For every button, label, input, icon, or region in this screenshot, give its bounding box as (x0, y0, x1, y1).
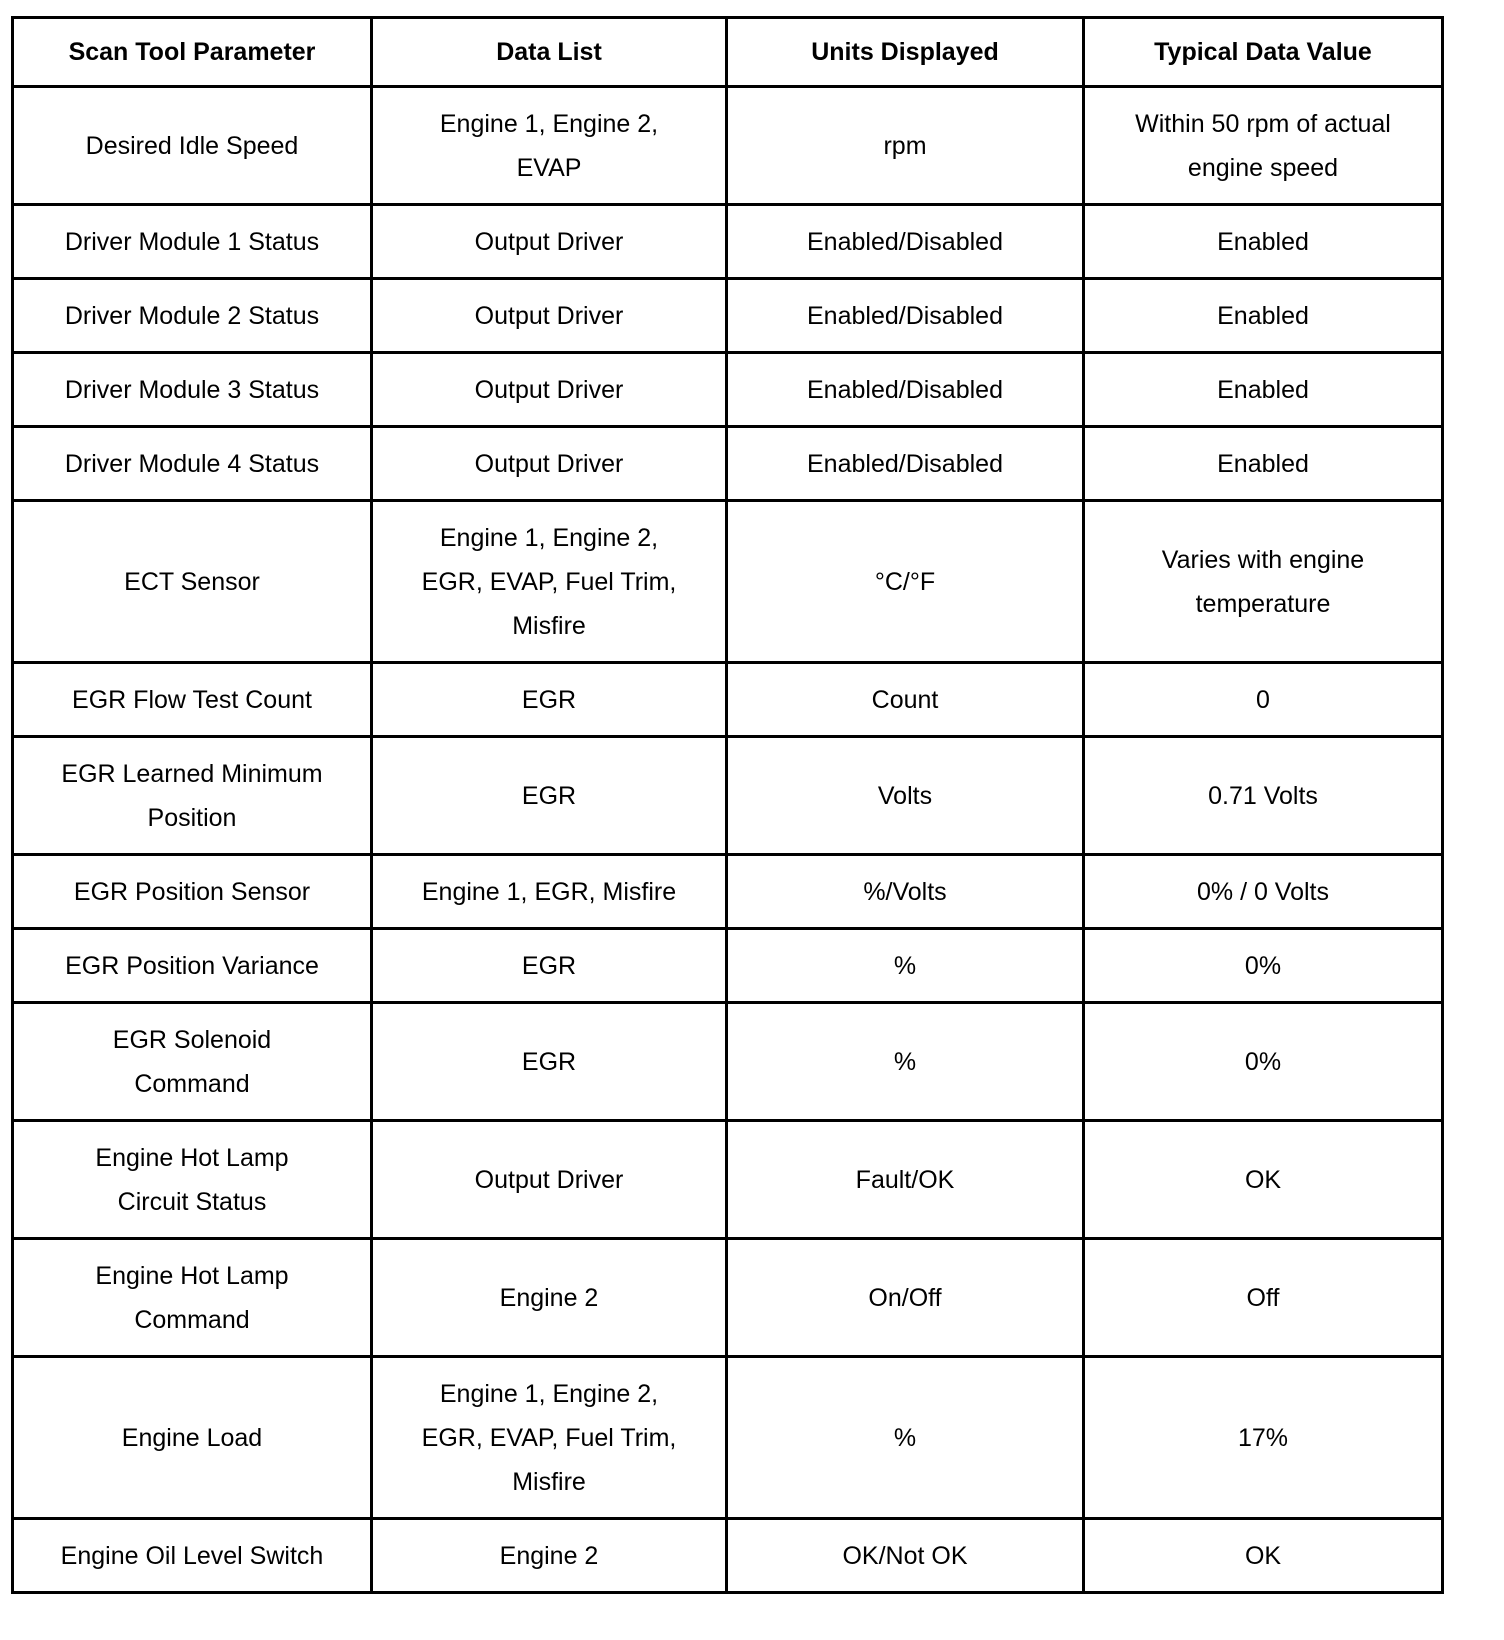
cell-data-list: Engine 2 (372, 1239, 727, 1357)
table-row (13, 663, 1443, 737)
cell-parameter: EGR Learned Minimum Position (13, 737, 372, 855)
cell-parameter: Driver Module 3 Status (13, 353, 372, 427)
cell-units: Fault/OK (727, 1121, 1084, 1239)
cell-units: Enabled/Disabled (727, 279, 1084, 353)
cell-typical-value: OK (1084, 1519, 1443, 1593)
cell-units: % (727, 1003, 1084, 1121)
cell-units: Enabled/Disabled (727, 353, 1084, 427)
table-row (13, 353, 1443, 427)
table-row (13, 1519, 1443, 1593)
cell-data-list: Output Driver (372, 279, 727, 353)
cell-parameter: Engine Hot Lamp Command (13, 1239, 372, 1357)
header-typical-data-value: Typical Data Value (1084, 18, 1443, 87)
cell-typical-value: Off (1084, 1239, 1443, 1357)
scan-tool-data-table (11, 16, 1444, 1594)
cell-typical-value: Enabled (1084, 353, 1443, 427)
table-row (13, 1357, 1443, 1519)
cell-typical-value: 0% / 0 Volts (1084, 855, 1443, 929)
cell-parameter: Desired Idle Speed (13, 87, 372, 205)
cell-parameter: EGR Solenoid Command (13, 1003, 372, 1121)
cell-data-list: Engine 1, Engine 2, EGR, EVAP, Fuel Trim, Misfire (372, 1357, 727, 1519)
cell-units: %/Volts (727, 855, 1084, 929)
table-row (13, 427, 1443, 501)
cell-data-list: Engine 2 (372, 1519, 727, 1593)
cell-data-list: Output Driver (372, 353, 727, 427)
cell-parameter: EGR Position Sensor (13, 855, 372, 929)
cell-parameter: Driver Module 1 Status (13, 205, 372, 279)
cell-data-list: EGR (372, 663, 727, 737)
table-row (13, 501, 1443, 663)
cell-typical-value: Within 50 rpm of actual engine speed (1084, 87, 1443, 205)
table-row (13, 1239, 1443, 1357)
cell-typical-value: Enabled (1084, 205, 1443, 279)
table-row (13, 205, 1443, 279)
cell-data-list: Engine 1, EGR, Misfire (372, 855, 727, 929)
cell-data-list: EGR (372, 929, 727, 1003)
table-row (13, 279, 1443, 353)
cell-data-list: Output Driver (372, 205, 727, 279)
table-row (13, 929, 1443, 1003)
cell-parameter: EGR Flow Test Count (13, 663, 372, 737)
table-row (13, 1003, 1443, 1121)
table-row (13, 737, 1443, 855)
header-units-displayed: Units Displayed (727, 18, 1084, 87)
cell-data-list: EGR (372, 1003, 727, 1121)
cell-units: % (727, 1357, 1084, 1519)
table-header-row (13, 18, 1443, 87)
cell-parameter: Driver Module 2 Status (13, 279, 372, 353)
cell-typical-value: 0% (1084, 1003, 1443, 1121)
table-body (13, 87, 1443, 1593)
cell-units: % (727, 929, 1084, 1003)
cell-units: Enabled/Disabled (727, 205, 1084, 279)
cell-parameter: EGR Position Variance (13, 929, 372, 1003)
cell-typical-value: 17% (1084, 1357, 1443, 1519)
cell-units: °C/°F (727, 501, 1084, 663)
header-scan-tool-parameter: Scan Tool Parameter (13, 18, 372, 87)
cell-data-list: Output Driver (372, 1121, 727, 1239)
cell-parameter: Engine Hot Lamp Circuit Status (13, 1121, 372, 1239)
header-data-list: Data List (372, 18, 727, 87)
cell-typical-value: 0 (1084, 663, 1443, 737)
table-row (13, 87, 1443, 205)
cell-typical-value: 0.71 Volts (1084, 737, 1443, 855)
cell-typical-value: Enabled (1084, 427, 1443, 501)
cell-units: Count (727, 663, 1084, 737)
table-row (13, 1121, 1443, 1239)
cell-typical-value: Varies with engine temperature (1084, 501, 1443, 663)
cell-data-list: EGR (372, 737, 727, 855)
cell-units: Volts (727, 737, 1084, 855)
cell-parameter: ECT Sensor (13, 501, 372, 663)
cell-parameter: Driver Module 4 Status (13, 427, 372, 501)
table-row (13, 855, 1443, 929)
cell-data-list: Output Driver (372, 427, 727, 501)
cell-typical-value: Enabled (1084, 279, 1443, 353)
cell-units: OK/Not OK (727, 1519, 1084, 1593)
cell-parameter: Engine Oil Level Switch (13, 1519, 372, 1593)
cell-data-list: Engine 1, Engine 2, EVAP (372, 87, 727, 205)
cell-units: rpm (727, 87, 1084, 205)
cell-units: Enabled/Disabled (727, 427, 1084, 501)
cell-parameter: Engine Load (13, 1357, 372, 1519)
cell-units: On/Off (727, 1239, 1084, 1357)
cell-data-list: Engine 1, Engine 2, EGR, EVAP, Fuel Trim, Misfire (372, 501, 727, 663)
cell-typical-value: OK (1084, 1121, 1443, 1239)
cell-typical-value: 0% (1084, 929, 1443, 1003)
